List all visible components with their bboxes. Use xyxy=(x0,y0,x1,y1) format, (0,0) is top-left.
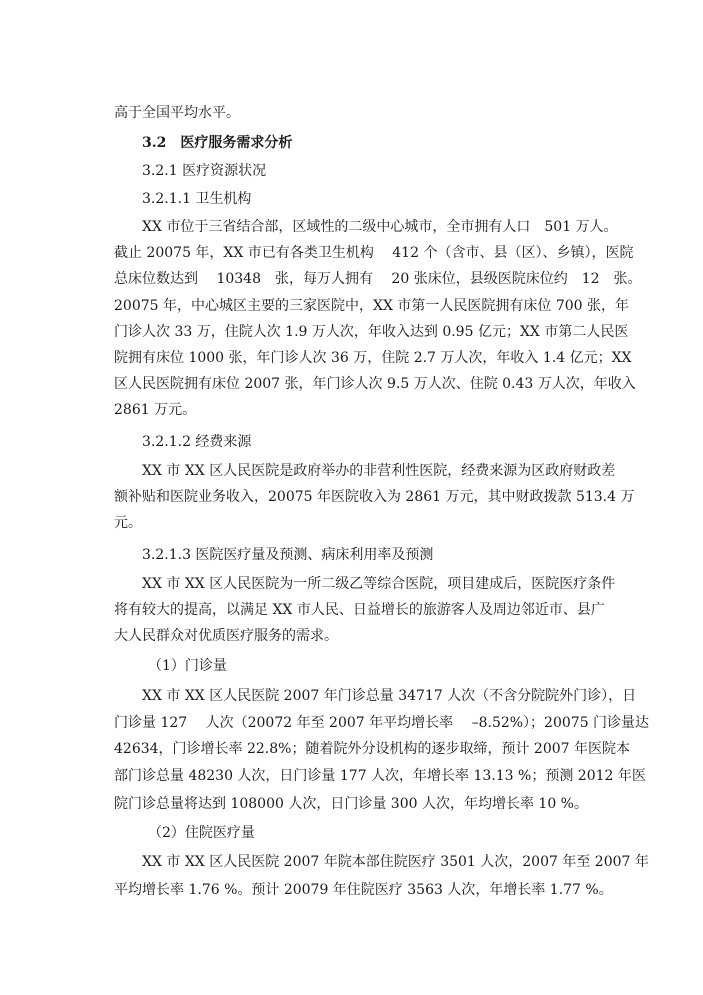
subsection-heading: 3.2.1 医疗资源状况 xyxy=(142,163,267,179)
paragraph-line: 高于全国平均水平。 xyxy=(114,105,240,121)
paragraph-line: 元。 xyxy=(114,515,142,531)
paragraph-line: XX 市 XX 区人民医院为一所二级乙等综合医院，项目建成后，医院医疗条件 xyxy=(142,576,616,592)
paragraph-line: 门诊人次 33 万，住院人次 1.9 万人次，年收入达到 0.95 亿元；XX 市第二人民医 xyxy=(114,324,629,340)
section-heading: 3.2 医疗服务需求分析 xyxy=(142,135,293,151)
paragraph-line: 区人民医院拥有床位 2007 张，年门诊人次 9.5 万人次、住院 0.43 万人次，年收入 xyxy=(114,376,636,392)
paragraph-line: XX 市 XX 区人民医院 2007 年院本部住院医疗 3501 人次，2007 年至 2007 年 xyxy=(142,854,649,870)
paragraph-line: 额补贴和医院业务收入，20075 年医院收入为 2861 万元，其中财政拨款 513.4 万 xyxy=(114,489,635,505)
subsection-heading: （2）住院医疗量 xyxy=(148,825,255,841)
paragraph-line: 将有较大的提高，以满足 XX 市人民、日益增长的旅游客人及周边邻近市、县广 xyxy=(114,602,605,618)
paragraph-line: 总床位数达到 10348 张，每万人拥有 20 张床位，县级医院床位约 12 张。 xyxy=(114,271,642,287)
paragraph-line: 42634，门诊增长率 22.8%；随着院外分设机构的逐步取缔，预计 2007 年医院本 xyxy=(114,741,630,757)
paragraph-line: 2861 万元。 xyxy=(114,402,197,418)
subsection-heading: 3.2.1.1 卫生机构 xyxy=(142,191,252,207)
subsection-heading: 3.2.1.3 医院医疗量及预测、病床利用率及预测 xyxy=(142,547,434,563)
paragraph-line: XX 市 XX 区人民医院是政府举办的非营利性医院，经费来源为区政府财政差 xyxy=(142,463,616,479)
subsection-heading: 3.2.1.2 经费来源 xyxy=(142,434,252,450)
subsection-heading: （1）门诊量 xyxy=(148,658,227,674)
paragraph-line: 部门诊总量 48230 人次，日门诊量 177 人次，年增长率 13.13 %；预测 2012 年医 xyxy=(114,768,646,784)
paragraph-line: 院门诊总量将达到 108000 人次，日门诊量 300 人次，年均增长率 10 %。 xyxy=(114,796,588,812)
paragraph-line: 20075 年，中心城区主要的三家医院中，XX 市第一人民医院拥有床位 700 张，年 xyxy=(114,298,629,314)
paragraph-line: 院拥有床位 1000 张，年门诊人次 36 万，住院 2.7 万人次，年收入 1.4 亿元；XX xyxy=(114,350,632,366)
paragraph-line: 截止 20075 年，XX 市已有各类卫生机构 412 个（含市、县（区）、乡镇），医院 xyxy=(114,245,634,261)
paragraph-line: XX 市位于三省结合部，区域性的二级中心城市，全市拥有人口 501 万人。 xyxy=(142,219,618,235)
paragraph-line: 门诊量 127 人次（20072 年至 2007 年平均增长率 –8.52%）；20075 门诊量达 xyxy=(114,715,650,731)
paragraph-line: 平均增长率 1.76 %。预计 20079 年住院医疗 3563 人次，年增长率 1.77 %。 xyxy=(114,882,613,898)
paragraph-line: XX 市 XX 区人民医院 2007 年门诊总量 34717 人次（不含分院院外门诊），日 xyxy=(142,688,637,704)
paragraph-line: 大人民群众对优质医疗服务的需求。 xyxy=(114,628,338,644)
